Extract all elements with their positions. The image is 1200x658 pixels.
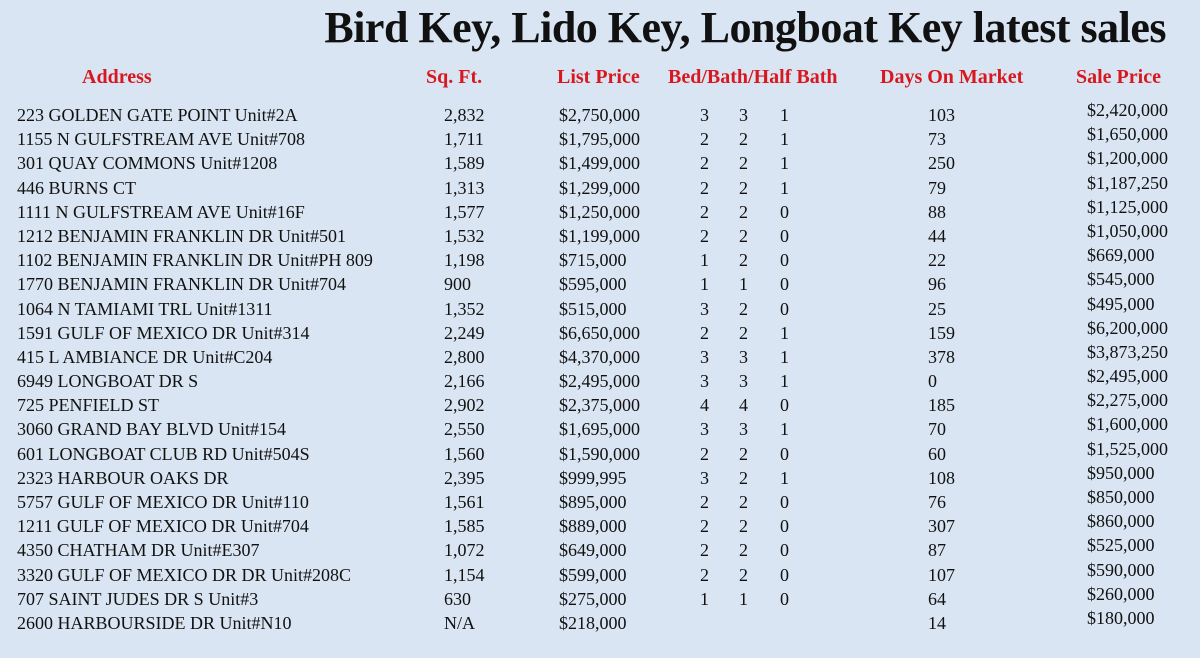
table-row [0,462,1200,490]
table-row [0,220,1200,248]
address-cell: 1591 GULF OF MEXICO DR Unit#314 [17,322,310,343]
sqft-cell: 1,072 [444,540,485,561]
table-row [0,245,1200,272]
bed-cell: 2 [700,153,709,174]
bed-cell: 3 [700,371,709,392]
bath-cell: 3 [739,105,748,125]
bed-cell: 3 [700,346,709,367]
list-price-cell: $1,695,000 [559,419,640,440]
list-price-cell: $1,199,000 [559,225,640,246]
sqft-cell: 1,577 [444,201,485,222]
address-cell: 725 PENFIELD ST [17,395,160,416]
table-row [0,269,1200,296]
sale-price-cell: $525,000 [1087,535,1155,556]
half-bath-cell: 1 [780,419,789,440]
sale-price-cell: $860,000 [1087,511,1155,532]
list-price-cell: $1,590,000 [559,443,640,464]
half-bath-cell: 0 [780,395,789,416]
list-price-cell: $1,299,000 [559,177,640,198]
sale-price-cell: $545,000 [1087,269,1155,290]
days-on-market-cell: 307 [928,516,955,537]
bath-cell: 2 [739,443,748,464]
address-cell: 446 BURNS CT [17,177,137,198]
bath-cell: 2 [739,177,748,198]
table-row [0,414,1200,441]
half-bath-cell: 1 [780,177,789,198]
sale-price-cell: $6,200,000 [1087,317,1168,338]
sqft-cell: 1,711 [444,129,484,150]
address-cell: 6949 LONGBOAT DR S [17,371,199,392]
bath-cell: 2 [739,225,748,246]
table-row [0,124,1200,151]
bed-cell: 3 [700,467,709,488]
days-on-market-cell: 107 [928,564,955,585]
bath-cell: 2 [739,129,748,150]
list-price-cell: $6,650,000 [559,322,640,343]
sale-price-cell: $1,650,000 [1087,124,1168,145]
sale-price-cell: $1,600,000 [1087,414,1168,435]
bed-cell: 3 [700,419,709,440]
header-list-price: List Price [557,66,640,88]
half-bath-cell: 1 [780,129,789,150]
days-on-market-cell: 76 [928,492,946,512]
bath-cell: 2 [739,250,748,271]
list-price-cell: $2,375,000 [559,395,640,416]
sqft-cell: 1,198 [444,250,485,271]
half-bath-cell: 0 [780,443,789,464]
bath-cell: 2 [739,322,748,343]
table-row [0,511,1200,538]
days-on-market-cell: 185 [928,395,955,416]
table-row [0,583,1200,611]
list-price-cell: $1,795,000 [559,129,640,150]
sqft-cell: 2,800 [444,346,485,367]
table-row [0,100,1200,127]
address-cell: 1211 GULF OF MEXICO DR Unit#704 [17,516,309,537]
address-cell: 1770 BENJAMIN FRANKLIN DR Unit#704 [17,274,347,295]
half-bath-cell: 0 [780,564,789,585]
address-cell: 1155 N GULFSTREAM AVE Unit#708 [17,129,306,150]
address-cell: 2323 HARBOUR OAKS DR [17,467,229,488]
list-price-cell: $999,995 [559,467,627,488]
half-bath-cell: 0 [780,298,789,319]
days-on-market-cell: 73 [928,129,946,150]
sqft-cell: 2,832 [444,105,485,125]
sale-price-cell: $495,000 [1087,293,1155,314]
bed-cell: 2 [700,492,709,512]
bath-cell: 2 [739,540,748,561]
sqft-cell: 1,585 [444,516,485,537]
sqft-cell: 1,313 [444,177,485,198]
address-cell: 2600 HARBOURSIDE DR Unit#N10 [17,612,292,633]
sale-price-cell: $1,525,000 [1087,438,1168,459]
sale-price-cell: $1,125,000 [1087,196,1168,217]
bath-cell: 2 [739,492,748,512]
half-bath-cell: 0 [780,201,789,222]
days-on-market-cell: 79 [928,177,946,198]
sale-price-cell: $260,000 [1087,583,1155,604]
bed-cell: 3 [700,298,709,319]
days-on-market-cell: 14 [928,612,946,633]
sale-price-cell: $1,050,000 [1087,220,1168,241]
table-row [0,559,1200,587]
half-bath-cell: 0 [780,588,789,609]
days-on-market-cell: 70 [928,419,946,440]
sqft-cell: 2,395 [444,467,485,488]
table-row [0,172,1200,200]
sqft-cell: 1,532 [444,225,485,246]
address-cell: 707 SAINT JUDES DR S Unit#3 [17,588,259,609]
half-bath-cell: 0 [780,274,789,295]
half-bath-cell: 1 [780,153,789,174]
table-row [0,196,1200,224]
sale-price-cell: $1,187,250 [1087,172,1168,193]
days-on-market-cell: 378 [928,346,955,367]
half-bath-cell: 0 [780,225,789,246]
header-address: Address [82,66,152,88]
sale-price-cell: $590,000 [1087,559,1155,580]
address-cell: 601 LONGBOAT CLUB RD Unit#504S [17,443,310,464]
sale-price-cell: $950,000 [1087,462,1155,483]
bath-cell: 2 [739,298,748,319]
sale-price-cell: $3,873,250 [1087,341,1168,362]
list-price-cell: $275,000 [559,588,627,609]
sqft-cell: 2,249 [444,322,485,343]
days-on-market-cell: 44 [928,225,946,246]
address-cell: 1102 BENJAMIN FRANKLIN DR Unit#PH 809 [17,250,373,271]
sqft-cell: 1,560 [444,443,485,464]
list-price-cell: $599,000 [559,564,627,585]
header-bed-bath-half: Bed/Bath/Half Bath [668,66,838,88]
address-cell: 5757 GULF OF MEXICO DR Unit#110 [17,492,309,512]
list-price-cell: $2,750,000 [559,105,640,125]
list-price-cell: $218,000 [559,612,627,633]
address-cell: 3320 GULF OF MEXICO DR DR Unit#208C [17,564,352,585]
table-row [0,366,1200,393]
half-bath-cell: 1 [780,371,789,392]
bed-cell: 2 [700,540,709,561]
bath-cell: 1 [739,274,748,295]
days-on-market-cell: 103 [928,105,955,125]
half-bath-cell: 1 [780,467,789,488]
header-days-on-market: Days On Market [880,66,1024,88]
list-price-cell: $895,000 [559,492,627,512]
days-on-market-cell: 159 [928,322,955,343]
bed-cell: 1 [700,250,709,271]
half-bath-cell: 1 [780,322,789,343]
days-on-market-cell: 96 [928,274,946,295]
address-cell: 1111 N GULFSTREAM AVE Unit#16F [17,201,305,222]
bath-cell: 2 [739,467,748,488]
half-bath-cell: 0 [780,250,789,271]
list-price-cell: $1,250,000 [559,201,640,222]
sqft-cell: 2,550 [444,419,485,440]
bath-cell: 2 [739,564,748,585]
table-row [0,148,1200,175]
sale-price-cell: $2,495,000 [1087,366,1168,387]
bath-cell: 3 [739,346,748,367]
sqft-cell: 1,561 [444,492,485,512]
address-cell: 3060 GRAND BAY BLVD Unit#154 [17,419,287,440]
table-row [0,390,1200,417]
sqft-cell: 630 [444,588,471,609]
sqft-cell: 2,902 [444,395,485,416]
list-price-cell: $595,000 [559,274,627,295]
header-sale-price: Sale Price [1076,66,1161,88]
table-row [0,317,1200,345]
sale-price-cell: $2,275,000 [1087,390,1168,411]
bed-cell: 2 [700,129,709,150]
bath-cell: 3 [739,419,748,440]
list-price-cell: $4,370,000 [559,346,640,367]
bath-cell: 4 [739,395,748,416]
days-on-market-cell: 0 [928,371,937,392]
half-bath-cell: 1 [780,105,789,125]
bath-cell: 1 [739,588,748,609]
bath-cell: 2 [739,201,748,222]
address-cell: 223 GOLDEN GATE POINT Unit#2A [17,105,298,125]
days-on-market-cell: 60 [928,443,946,464]
list-price-cell: $889,000 [559,516,627,537]
table-row [0,535,1200,562]
sale-price-cell: $669,000 [1087,245,1155,266]
days-on-market-cell: 88 [928,201,946,222]
sqft-cell: 1,154 [444,564,485,585]
sale-price-cell: $180,000 [1087,607,1155,628]
half-bath-cell: 0 [780,540,789,561]
half-bath-cell: 0 [780,516,789,537]
address-cell: 415 L AMBIANCE DR Unit#C204 [17,346,273,367]
sales-table [0,100,1200,635]
days-on-market-cell: 87 [928,540,946,561]
header-sqft: Sq. Ft. [426,66,483,88]
half-bath-cell: 0 [780,492,789,512]
sqft-cell: 900 [444,274,471,295]
sqft-cell: N/A [444,612,475,633]
address-cell: 301 QUAY COMMONS Unit#1208 [17,153,278,174]
bed-cell: 4 [700,395,709,416]
table-row [0,607,1200,635]
bed-cell: 3 [700,105,709,125]
address-cell: 4350 CHATHAM DR Unit#E307 [17,540,260,561]
table-row [0,438,1200,466]
table-row [0,341,1200,369]
bed-cell: 2 [700,443,709,464]
list-price-cell: $715,000 [559,250,627,271]
days-on-market-cell: 250 [928,153,955,174]
page-title: Bird Key, Lido Key, Longboat Key latest sales [324,3,1166,52]
bed-cell: 2 [700,322,709,343]
address-cell: 1064 N TAMIAMI TRL Unit#1311 [17,298,273,319]
table-row [0,293,1200,321]
bath-cell: 2 [739,153,748,174]
days-on-market-cell: 64 [928,588,946,609]
bath-cell: 3 [739,371,748,392]
bath-cell: 2 [739,516,748,537]
sale-price-cell: $1,200,000 [1087,148,1168,169]
table-row [0,487,1200,514]
list-price-cell: $2,495,000 [559,371,640,392]
days-on-market-cell: 22 [928,250,946,271]
bed-cell: 2 [700,516,709,537]
bed-cell: 1 [700,274,709,295]
list-price-cell: $649,000 [559,540,627,561]
bed-cell: 2 [700,201,709,222]
address-cell: 1212 BENJAMIN FRANKLIN DR Unit#501 [17,225,347,246]
bed-cell: 2 [700,225,709,246]
list-price-cell: $515,000 [559,298,627,319]
list-price-cell: $1,499,000 [559,153,640,174]
sqft-cell: 1,352 [444,298,485,319]
days-on-market-cell: 108 [928,467,955,488]
bed-cell: 2 [700,177,709,198]
bed-cell: 2 [700,564,709,585]
sale-price-cell: $2,420,000 [1087,100,1168,120]
days-on-market-cell: 25 [928,298,946,319]
sale-price-cell: $850,000 [1087,487,1155,507]
sqft-cell: 2,166 [444,371,485,392]
sqft-cell: 1,589 [444,153,485,174]
half-bath-cell: 1 [780,346,789,367]
bed-cell: 1 [700,588,709,609]
